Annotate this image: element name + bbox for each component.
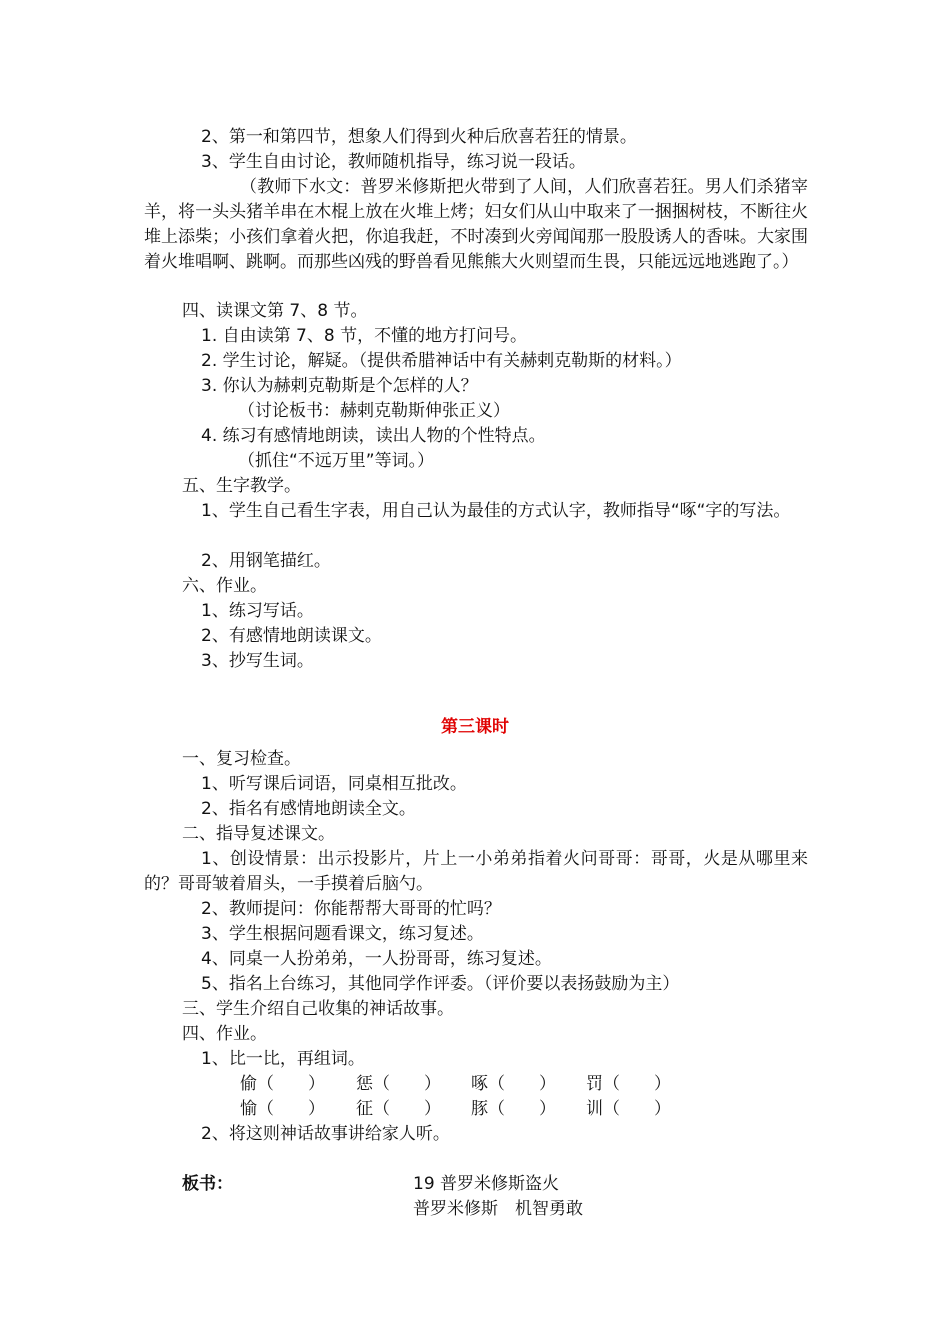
retell-item-1: 1、创设情景：出示投影片，片上一小弟弟指着火问哥哥：哥哥，火是从哪里来的？哥哥皱着眉头，一手摸着后脑勺。 (144, 849, 808, 894)
retell-item-4: 4、同桌一人扮弟弟，一人扮哥哥，练习复述。 (201, 949, 552, 969)
board-label: 板书： (182, 1174, 233, 1194)
section-6-item-2: 2、有感情地朗读课文。 (201, 626, 382, 646)
retell-item-2: 2、教师提问：你能帮帮大哥哥的忙吗？ (201, 899, 501, 919)
section-4-item-4-note: （抓住“不远万里”等词。） (238, 451, 435, 471)
section-5-item-1: 1、学生自己看生字表，用自己认为最佳的方式认字，教师指导“啄“字的写法。 (201, 501, 791, 521)
word-pair-item: 愉（ ） (240, 1099, 325, 1119)
lesson-3-title: 第三课时 (441, 717, 509, 737)
retell-item-5: 5、指名上台练习，其他同学作评委。（评价要以表扬鼓励为主） (201, 974, 680, 994)
review-item-1: 1、听写课后词语，同桌相互批改。 (201, 774, 467, 794)
step-3: 3、学生自由讨论，教师随机指导，练习说一段话。 (201, 152, 586, 172)
section-4-item-1: 1. 自由读第 7、8 节，不懂的地方打问号。 (201, 326, 528, 346)
retell-item-3: 3、学生根据问题看课文，练习复述。 (201, 924, 484, 944)
section-6-item-3: 3、抄写生词。 (201, 651, 314, 671)
retell-heading: 二、指导复述课文。 (182, 824, 335, 844)
homework-item-2: 2、将这则神话故事讲给家人听。 (201, 1124, 450, 1144)
word-pair-item: 训（ ） (586, 1099, 671, 1119)
word-pair-item: 惩（ ） (356, 1074, 441, 1094)
word-pair-item: 偷（ ） (240, 1074, 325, 1094)
word-pair-item: 罚（ ） (586, 1074, 671, 1094)
teacher-sample-text: （教师下水文：普罗米修斯把火带到了人间，人们欣喜若狂。男人们杀猪宰羊，将一头头猪羊串在木棍上放在火堆上烤；妇女们从山中取来了一捆捆树枝，不断往火堆上添柴；小孩们拿着火把，你追我赶，不时凑到火旁闻闻那一股股诱人的香味。大家围着火堆唱啊、跳啊。而那些凶残的野兽看见熊熊大火则望而生畏，只能远远地逃跑了。） (144, 177, 808, 272)
board-title: 19 普罗米修斯盗火 (413, 1174, 560, 1194)
section-6-item-1: 1、练习写话。 (201, 601, 314, 621)
word-pair-item: 啄（ ） (471, 1074, 556, 1094)
section-4-item-3-note: （讨论板书：赫剌克勒斯伸张正义） (238, 401, 510, 421)
homework-item-1: 1、比一比，再组词。 (201, 1049, 365, 1069)
section-6-heading: 六、作业。 (182, 576, 267, 596)
section-4-item-4: 4. 练习有感情地朗读，读出人物的个性特点。 (201, 426, 546, 446)
homework-heading: 四、作业。 (182, 1024, 267, 1044)
review-item-2: 2、指名有感情地朗读全文。 (201, 799, 416, 819)
word-pair-item: 征（ ） (356, 1099, 441, 1119)
word-pair-item: 豚（ ） (471, 1099, 556, 1119)
myth-sharing-heading: 三、学生介绍自己收集的神话故事。 (182, 999, 454, 1019)
board-summary: 普罗米修斯 机智勇敢 (413, 1199, 583, 1219)
section-4-item-3: 3. 你认为赫剌克勒斯是个怎样的人？ (201, 376, 478, 396)
section-5-item-2: 2、用钢笔描红。 (201, 551, 331, 571)
step-2: 2、第一和第四节，想象人们得到火种后欣喜若狂的情景。 (201, 127, 637, 147)
section-4-item-2: 2. 学生讨论，解疑。（提供希腊神话中有关赫剌克勒斯的材料。） (201, 351, 682, 371)
review-heading: 一、复习检查。 (182, 749, 301, 769)
section-5-heading: 五、生字教学。 (182, 476, 301, 496)
section-4-heading: 四、读课文第 7、8 节。 (182, 301, 368, 321)
